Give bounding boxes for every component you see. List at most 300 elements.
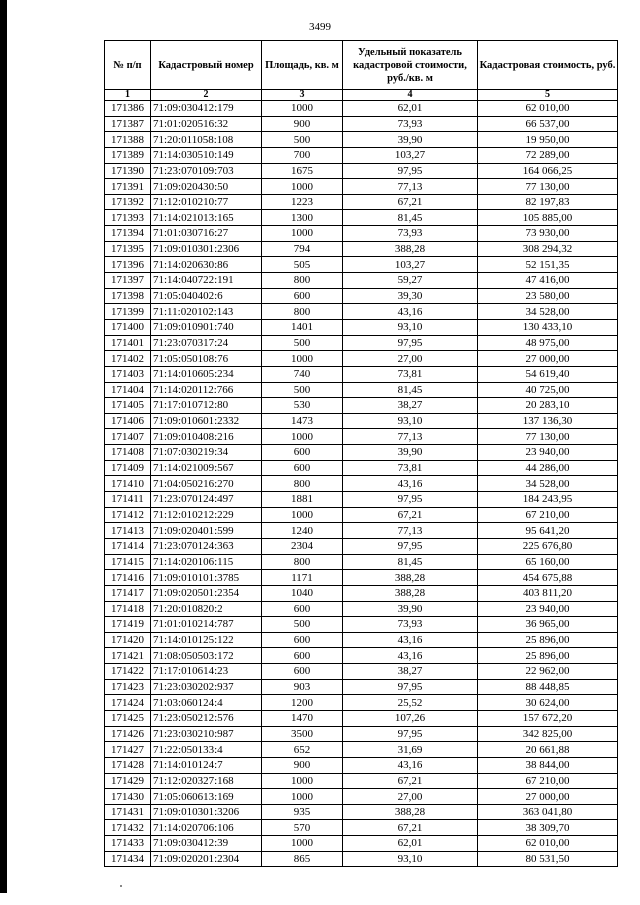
row-number-cell: 171391 [105,179,151,195]
table-row [105,538,618,554]
unit-rate-cell: 39,90 [343,445,478,461]
cadastral-cost-cell: 105 885,00 [478,210,618,226]
cadastral-cost-cell: 34 528,00 [478,476,618,492]
header-unit-rate: Удельный показатель кадастровой стоимости, руб./кв. м [343,41,478,90]
row-number-cell: 171394 [105,226,151,242]
row-number-cell: 171400 [105,319,151,335]
area-cell: 3500 [262,726,343,742]
unit-rate-cell: 43,16 [343,757,478,773]
area-cell: 1200 [262,695,343,711]
cadastral-number-cell: 71:01:030716:27 [151,226,262,242]
cadastral-cost-cell: 65 160,00 [478,554,618,570]
row-number-cell: 171388 [105,132,151,148]
table-row [105,523,618,539]
area-cell: 600 [262,460,343,476]
row-number-cell: 171415 [105,554,151,570]
cadastral-cost-cell: 23 940,00 [478,601,618,617]
row-number-cell: 171389 [105,147,151,163]
unit-rate-cell: 38,27 [343,664,478,680]
scan-speck [120,885,122,887]
row-number-cell: 171424 [105,695,151,711]
unit-rate-cell: 97,95 [343,492,478,508]
unit-rate-cell: 27,00 [343,351,478,367]
cadastral-number-cell: 71:04:050216:270 [151,476,262,492]
unit-rate-cell: 67,21 [343,507,478,523]
cadastral-number-cell: 71:05:040402:6 [151,288,262,304]
cadastral-cost-cell: 44 286,00 [478,460,618,476]
area-cell: 800 [262,476,343,492]
cadastral-cost-cell: 20 283,10 [478,398,618,414]
cadastral-cost-cell: 22 962,00 [478,664,618,680]
row-number-cell: 171431 [105,804,151,820]
table-row [105,147,618,163]
cadastral-cost-cell: 363 041,80 [478,804,618,820]
cadastral-number-cell: 71:20:010820:2 [151,601,262,617]
table-row [105,351,618,367]
unit-rate-cell: 67,21 [343,820,478,836]
row-number-cell: 171386 [105,101,151,117]
page-number: 3499 [309,21,331,33]
cadastral-number-cell: 71:09:010601:2332 [151,413,262,429]
area-cell: 1473 [262,413,343,429]
cadastral-number-cell: 71:14:020706:106 [151,820,262,836]
cadastral-number-cell: 71:09:020201:2304 [151,851,262,867]
row-number-cell: 171432 [105,820,151,836]
area-cell: 1000 [262,429,343,445]
cadastral-cost-cell: 30 624,00 [478,695,618,711]
unit-rate-cell: 103,27 [343,257,478,273]
unit-rate-cell: 62,01 [343,101,478,117]
table-row [105,773,618,789]
unit-rate-cell: 97,95 [343,726,478,742]
cadastral-cost-cell: 48 975,00 [478,335,618,351]
table-row [105,804,618,820]
unit-rate-cell: 73,81 [343,366,478,382]
row-number-cell: 171410 [105,476,151,492]
unit-rate-cell: 93,10 [343,413,478,429]
area-cell: 1401 [262,319,343,335]
area-cell: 865 [262,851,343,867]
cadastral-number-cell: 71:09:020430:50 [151,179,262,195]
row-number-cell: 171429 [105,773,151,789]
area-cell: 500 [262,335,343,351]
cadastral-cost-cell: 27 000,00 [478,789,618,805]
cadastral-value-table [104,40,618,867]
table-row [105,710,618,726]
cadastral-number-cell: 71:09:020501:2354 [151,585,262,601]
cadastral-number-cell: 71:14:021013:165 [151,210,262,226]
cadastral-number-cell: 71:23:030210:987 [151,726,262,742]
cadastral-cost-cell: 47 416,00 [478,273,618,289]
row-number-cell: 171393 [105,210,151,226]
cadastral-number-cell: 71:20:011058:108 [151,132,262,148]
cadastral-number-cell: 71:23:070109:703 [151,163,262,179]
row-number-cell: 171398 [105,288,151,304]
cadastral-number-cell: 71:14:010605:234 [151,366,262,382]
cadastral-cost-cell: 19 950,00 [478,132,618,148]
table-row [105,179,618,195]
row-number-cell: 171420 [105,632,151,648]
cadastral-cost-cell: 454 675,88 [478,570,618,586]
cadastral-cost-cell: 27 000,00 [478,351,618,367]
row-number-cell: 171405 [105,398,151,414]
row-number-cell: 171433 [105,836,151,852]
area-cell: 500 [262,617,343,633]
area-cell: 600 [262,648,343,664]
table-row [105,101,618,117]
table-row [105,742,618,758]
cadastral-cost-cell: 130 433,10 [478,319,618,335]
table-row [105,382,618,398]
cadastral-cost-cell: 342 825,00 [478,726,618,742]
cadastral-cost-cell: 72 289,00 [478,147,618,163]
cadastral-number-cell: 71:22:050133:4 [151,742,262,758]
unit-rate-cell: 388,28 [343,585,478,601]
cadastral-number-cell: 71:14:020106:115 [151,554,262,570]
column-number: 5 [478,90,618,101]
cadastral-cost-cell: 62 010,00 [478,836,618,852]
cadastral-cost-cell: 95 641,20 [478,523,618,539]
cadastral-number-cell: 71:23:030202:937 [151,679,262,695]
row-number-cell: 171423 [105,679,151,695]
cadastral-cost-cell: 77 130,00 [478,179,618,195]
cadastral-cost-cell: 34 528,00 [478,304,618,320]
table-row [105,398,618,414]
row-number-cell: 171411 [105,492,151,508]
cadastral-cost-cell: 82 197,83 [478,194,618,210]
unit-rate-cell: 388,28 [343,804,478,820]
table-row [105,445,618,461]
column-number: 2 [151,90,262,101]
cadastral-cost-cell: 137 136,30 [478,413,618,429]
unit-rate-cell: 388,28 [343,241,478,257]
cadastral-number-cell: 71:14:040722:191 [151,273,262,289]
row-number-cell: 171414 [105,538,151,554]
unit-rate-cell: 73,93 [343,226,478,242]
table-row [105,163,618,179]
unit-rate-cell: 77,13 [343,179,478,195]
area-cell: 1000 [262,101,343,117]
row-number-cell: 171396 [105,257,151,273]
cadastral-cost-cell: 164 066,25 [478,163,618,179]
cadastral-cost-cell: 38 844,00 [478,757,618,773]
unit-rate-cell: 67,21 [343,773,478,789]
unit-rate-cell: 81,45 [343,382,478,398]
table-row [105,585,618,601]
area-cell: 1000 [262,836,343,852]
area-cell: 800 [262,304,343,320]
cadastral-cost-cell: 52 151,35 [478,257,618,273]
cadastral-number-cell: 71:17:010712:80 [151,398,262,414]
cadastral-number-cell: 71:23:070124:497 [151,492,262,508]
area-cell: 800 [262,554,343,570]
row-number-cell: 171406 [105,413,151,429]
table-row [105,210,618,226]
row-number-cell: 171407 [105,429,151,445]
cadastral-cost-cell: 38 309,70 [478,820,618,836]
table-row [105,648,618,664]
table-row [105,257,618,273]
column-number: 4 [343,90,478,101]
row-number-cell: 171426 [105,726,151,742]
cadastral-cost-cell: 66 537,00 [478,116,618,132]
area-cell: 1000 [262,507,343,523]
row-number-cell: 171401 [105,335,151,351]
cadastral-number-cell: 71:07:030219:34 [151,445,262,461]
cadastral-number-cell: 71:01:020516:32 [151,116,262,132]
cadastral-number-cell: 71:14:010125:122 [151,632,262,648]
cadastral-number-cell: 71:11:020102:143 [151,304,262,320]
unit-rate-cell: 31,69 [343,742,478,758]
area-cell: 600 [262,288,343,304]
unit-rate-cell: 43,16 [343,648,478,664]
column-number-row [105,90,618,101]
cadastral-cost-cell: 62 010,00 [478,101,618,117]
unit-rate-cell: 97,95 [343,163,478,179]
column-number: 1 [105,90,151,101]
table-row [105,492,618,508]
row-number-cell: 171403 [105,366,151,382]
unit-rate-cell: 388,28 [343,570,478,586]
area-cell: 2304 [262,538,343,554]
area-cell: 600 [262,601,343,617]
table-row [105,820,618,836]
unit-rate-cell: 77,13 [343,429,478,445]
cadastral-number-cell: 71:12:010212:229 [151,507,262,523]
cadastral-number-cell: 71:14:020112:766 [151,382,262,398]
area-cell: 1000 [262,773,343,789]
table-row [105,851,618,867]
cadastral-cost-cell: 23 940,00 [478,445,618,461]
area-cell: 652 [262,742,343,758]
cadastral-cost-cell: 80 531,50 [478,851,618,867]
table-row [105,554,618,570]
area-cell: 1171 [262,570,343,586]
row-number-cell: 171434 [105,851,151,867]
table-row [105,695,618,711]
cadastral-number-cell: 71:14:021009:567 [151,460,262,476]
row-number-cell: 171387 [105,116,151,132]
row-number-cell: 171427 [105,742,151,758]
cadastral-cost-cell: 40 725,00 [478,382,618,398]
cadastral-cost-cell: 20 661,88 [478,742,618,758]
area-cell: 900 [262,116,343,132]
unit-rate-cell: 25,52 [343,695,478,711]
area-cell: 600 [262,632,343,648]
table-row [105,460,618,476]
row-number-cell: 171419 [105,617,151,633]
header-cadastral-number: Кадастровый номер [151,41,262,90]
area-cell: 900 [262,757,343,773]
unit-rate-cell: 73,93 [343,116,478,132]
cadastral-number-cell: 71:09:010101:3785 [151,570,262,586]
header-row [105,41,618,90]
cadastral-number-cell: 71:09:030412:39 [151,836,262,852]
cadastral-number-cell: 71:12:020327:168 [151,773,262,789]
area-cell: 505 [262,257,343,273]
unit-rate-cell: 81,45 [343,210,478,226]
unit-rate-cell: 62,01 [343,836,478,852]
cadastral-cost-cell: 403 811,20 [478,585,618,601]
cadastral-number-cell: 71:23:070317:24 [151,335,262,351]
unit-rate-cell: 59,27 [343,273,478,289]
area-cell: 570 [262,820,343,836]
area-cell: 903 [262,679,343,695]
table-row [105,226,618,242]
table-row [105,757,618,773]
cadastral-number-cell: 71:23:050212:576 [151,710,262,726]
area-cell: 1040 [262,585,343,601]
cadastral-number-cell: 71:03:060124:4 [151,695,262,711]
area-cell: 1000 [262,351,343,367]
unit-rate-cell: 103,27 [343,147,478,163]
unit-rate-cell: 93,10 [343,851,478,867]
cadastral-cost-cell: 54 619,40 [478,366,618,382]
cadastral-number-cell: 71:12:010210:77 [151,194,262,210]
table-row [105,288,618,304]
cadastral-number-cell: 71:01:010214:787 [151,617,262,633]
cadastral-cost-cell: 23 580,00 [478,288,618,304]
row-number-cell: 171425 [105,710,151,726]
table-row [105,570,618,586]
table-row [105,319,618,335]
unit-rate-cell: 43,16 [343,476,478,492]
cadastral-number-cell: 71:09:010301:2306 [151,241,262,257]
column-number: 3 [262,90,343,101]
table-row [105,335,618,351]
cadastral-number-cell: 71:08:050503:172 [151,648,262,664]
table-row [105,241,618,257]
table-row [105,726,618,742]
row-number-cell: 171408 [105,445,151,461]
cadastral-number-cell: 71:09:020401:599 [151,523,262,539]
row-number-cell: 171413 [105,523,151,539]
row-number-cell: 171409 [105,460,151,476]
row-number-cell: 171402 [105,351,151,367]
table-row [105,132,618,148]
row-number-cell: 171418 [105,601,151,617]
scan-edge-bar [0,0,7,893]
cadastral-number-cell: 71:23:070124:363 [151,538,262,554]
header-row-number: № п/п [105,41,151,90]
cadastral-number-cell: 71:17:010614:23 [151,664,262,680]
area-cell: 794 [262,241,343,257]
cadastral-number-cell: 71:05:060613:169 [151,789,262,805]
row-number-cell: 171397 [105,273,151,289]
table-row [105,273,618,289]
cadastral-number-cell: 71:14:030510:149 [151,147,262,163]
unit-rate-cell: 43,16 [343,304,478,320]
cadastral-number-cell: 71:09:030412:179 [151,101,262,117]
cadastral-cost-cell: 25 896,00 [478,632,618,648]
unit-rate-cell: 97,95 [343,335,478,351]
table-row [105,429,618,445]
cadastral-cost-cell: 88 448,85 [478,679,618,695]
area-cell: 1000 [262,179,343,195]
cadastral-cost-cell: 184 243,95 [478,492,618,508]
unit-rate-cell: 73,93 [343,617,478,633]
table-row [105,507,618,523]
cadastral-number-cell: 71:09:010901:740 [151,319,262,335]
table-row [105,304,618,320]
area-cell: 1470 [262,710,343,726]
cadastral-cost-cell: 77 130,00 [478,429,618,445]
cadastral-number-cell: 71:14:020630:86 [151,257,262,273]
cadastral-cost-cell: 308 294,32 [478,241,618,257]
area-cell: 740 [262,366,343,382]
table-row [105,194,618,210]
unit-rate-cell: 39,90 [343,132,478,148]
area-cell: 1240 [262,523,343,539]
area-cell: 500 [262,382,343,398]
unit-rate-cell: 38,27 [343,398,478,414]
row-number-cell: 171392 [105,194,151,210]
row-number-cell: 171395 [105,241,151,257]
area-cell: 600 [262,445,343,461]
unit-rate-cell: 97,95 [343,538,478,554]
row-number-cell: 171428 [105,757,151,773]
unit-rate-cell: 39,90 [343,601,478,617]
area-cell: 1300 [262,210,343,226]
area-cell: 1000 [262,226,343,242]
area-cell: 700 [262,147,343,163]
cadastral-cost-cell: 25 896,00 [478,648,618,664]
table-row [105,836,618,852]
unit-rate-cell: 107,26 [343,710,478,726]
cadastral-cost-cell: 67 210,00 [478,773,618,789]
unit-rate-cell: 39,30 [343,288,478,304]
row-number-cell: 171416 [105,570,151,586]
unit-rate-cell: 43,16 [343,632,478,648]
unit-rate-cell: 93,10 [343,319,478,335]
header-area: Площадь, кв. м [262,41,343,90]
table-row [105,632,618,648]
table-row [105,789,618,805]
cadastral-number-cell: 71:09:010408:216 [151,429,262,445]
row-number-cell: 171422 [105,664,151,680]
unit-rate-cell: 27,00 [343,789,478,805]
table-row [105,679,618,695]
area-cell: 935 [262,804,343,820]
row-number-cell: 171430 [105,789,151,805]
cadastral-number-cell: 71:09:010301:3206 [151,804,262,820]
cadastral-cost-cell: 73 930,00 [478,226,618,242]
table-row [105,617,618,633]
row-number-cell: 171404 [105,382,151,398]
row-number-cell: 171417 [105,585,151,601]
table-row [105,664,618,680]
cadastral-cost-cell: 157 672,20 [478,710,618,726]
cadastral-cost-cell: 67 210,00 [478,507,618,523]
area-cell: 500 [262,132,343,148]
row-number-cell: 171399 [105,304,151,320]
header-cadastral-cost: Кадастровая стоимость, руб. [478,41,618,90]
unit-rate-cell: 67,21 [343,194,478,210]
unit-rate-cell: 81,45 [343,554,478,570]
cadastral-cost-cell: 36 965,00 [478,617,618,633]
table-row [105,476,618,492]
row-number-cell: 171390 [105,163,151,179]
row-number-cell: 171412 [105,507,151,523]
table-row [105,366,618,382]
area-cell: 1000 [262,789,343,805]
row-number-cell: 171421 [105,648,151,664]
cadastral-cost-cell: 225 676,80 [478,538,618,554]
cadastral-number-cell: 71:05:050108:76 [151,351,262,367]
area-cell: 1675 [262,163,343,179]
unit-rate-cell: 73,81 [343,460,478,476]
area-cell: 530 [262,398,343,414]
